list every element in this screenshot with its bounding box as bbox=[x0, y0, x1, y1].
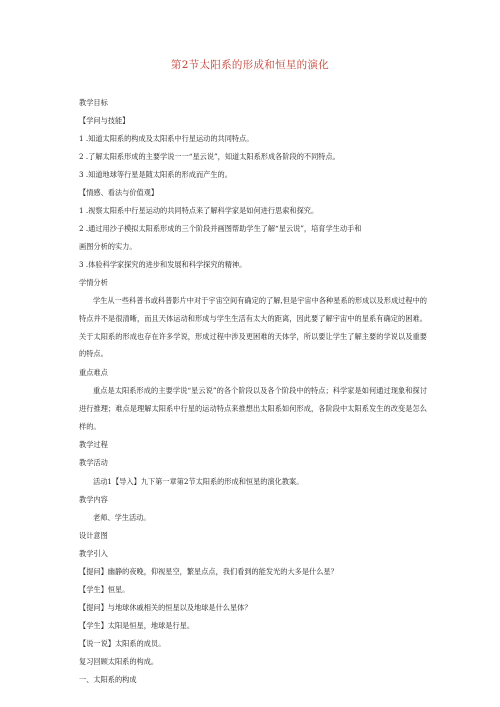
heading-teaching-activity: 教学活动 bbox=[79, 458, 108, 467]
paragraph-key-points: 重点是太阳系形成的主要学说“星云说”的各个阶段以及各个阶段中的特点；科学家是如何通过现象和探讨进行推理；难点是理解太阳系中行星的运动特点来推想出太阳系如何形成，各阶段中太阳系发生的改变是怎么样的。 bbox=[79, 386, 427, 431]
dialogue-line: 【学生】恒星。 bbox=[79, 585, 130, 594]
heading-teaching-goals: 教学目标 bbox=[79, 98, 108, 107]
heading-design-intent: 设计意图 bbox=[79, 531, 108, 540]
dialogue-line: 【提问】与地球休戚相关的恒星以及地球是什么星体？ bbox=[79, 603, 252, 612]
goal-item: 3 .体验科学家探究的进步和发展和科学探究的精神。 bbox=[79, 260, 247, 269]
dialogue-line: 【说一说】太阳系的成员。 bbox=[79, 639, 166, 648]
heading-student-analysis: 学情分析 bbox=[79, 278, 108, 287]
section-heading: 一、太阳系的构成 bbox=[79, 675, 137, 684]
page-title: 第2节太阳系的形成和恒星的演化 bbox=[170, 59, 330, 71]
review-line: 复习回顾太阳系的构成。 bbox=[79, 657, 159, 666]
heading-teaching-content: 教学内容 bbox=[79, 495, 108, 504]
heading-key-points: 重点难点 bbox=[79, 368, 108, 377]
goal-item: 3 .知道地球等行星是随太阳系的形成而产生的。 bbox=[79, 170, 232, 179]
goal-item: 2 .通过用沙子模拟太阳系形成的三个阶段并画图帮助学生了解“星云说”，培育学生动手和 bbox=[79, 224, 362, 233]
heading-teaching-intro: 教学引入 bbox=[79, 549, 108, 558]
activity-line: 活动1【导入】九下第一章第2节太阳系的形成和恒星的演化教案。 bbox=[93, 477, 304, 486]
subheading-emotion-values: 【情感、看法与价值观】 bbox=[79, 188, 159, 197]
goal-item-continuation: 画图分析的实力。 bbox=[79, 242, 137, 251]
dialogue-line: 【提问】幽静的夜晚，仰视星空，繁星点点，我们看到的能发光的大多是什么星？ bbox=[79, 567, 338, 576]
dialogue-line: 【学生】太阳是恒星，地球是行星。 bbox=[79, 621, 195, 630]
paragraph-student-analysis: 学生从一些科普书或科普影片中对于宇宙空间有确定的了解,但是宇宙中各种星系的形成以及形成过程中的特点并不是很清晰，而且天体运动和形成与学生生活有太大的距离，因此要了解宇宙中的星系有确定的困难。关于太阳系的形成也存在许多学说，形成过程中涉及更困难的天体学，所以要让学生了解主要的学说以及重要的特点。 bbox=[79, 296, 427, 359]
goal-item: 1 .视察太阳系中行星运动的共同特点来了解科学家是如何进行思索和探究。 bbox=[79, 206, 319, 215]
content-line: 老师、学生活动。 bbox=[93, 513, 151, 522]
subheading-knowledge-skills: 【学问与技能】 bbox=[79, 116, 130, 125]
heading-teaching-process: 教学过程 bbox=[79, 440, 108, 449]
goal-item: 2 .了解太阳系形成的主要学说一一“星云说”，知道太阳系形成各阶段的不同特点。 bbox=[79, 152, 340, 161]
goal-item: 1 .知道太阳系的构成及太阳系中行星运动的共同特点。 bbox=[79, 134, 254, 143]
